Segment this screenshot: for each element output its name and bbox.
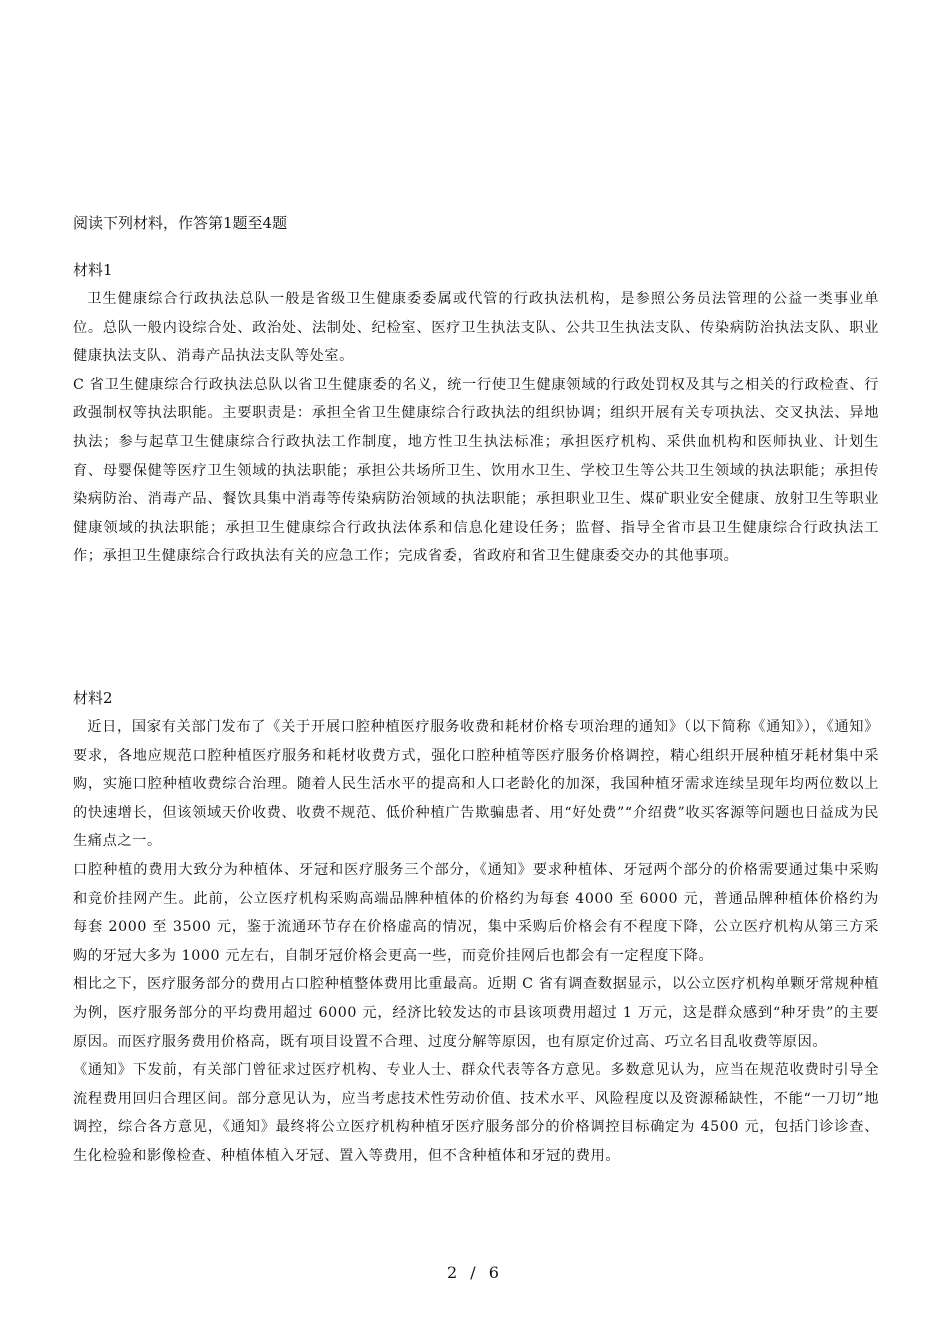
instruction-text: 阅读下列材料，作答第1题至4题 (73, 214, 288, 232)
material-2-paragraph: 相比之下，医疗服务部分的费用占口腔种植整体费用比重最高。近期 C 省有调查数据显示，以公立医疗机构单颗牙常规种植为例，医疗服务部分的平均费用超过 6000 元，经济比较发达的市县该项费用超过 1 万元，这是群众感到“种牙贵”的主要原因。而医疗服务费用价格高，既有项目设置不合理、过度分解等原因，也有原定价过高、巧立名目乱收费等原因。 (73, 976, 879, 1050)
material-1-paragraph: C 省卫生健康综合行政执法总队以省卫生健康委的名义，统一行使卫生健康领域的行政处罚权及其与之相关的行政检查、行政强制权等执法职能。主要职责是：承担全省卫生健康综合行政执法的组织协调；组织开展有关专项执法、交叉执法、异地执法；参与起草卫生健康综合行政执法工作制度，地方性卫生执法标准；承担医疗机构、采供血机构和医师执业、计划生育、母婴保健等医疗卫生领域的执法职能；承担公共场所卫生、饮用水卫生、学校卫生等公共卫生领域的执法职能；承担传染病防治、消毒产品、餐饮具集中消毒等传染病防治领域的执法职能；承担职业卫生、煤矿职业安全健康、放射卫生等职业健康领域的执法职能；承担卫生健康综合行政执法体系和信息化建设任务；监督、指导全省市县卫生健康综合行政执法工作；承担卫生健康综合行政执法有关的应急工作；完成省委，省政府和省卫生健康委交办的其他事项。 (73, 376, 879, 565)
material-1-paragraph: 卫生健康综合行政执法总队一般是省级卫生健康委委属或代管的行政执法机构，是参照公务员法管理的公益一类事业单位。总队一般内设综合处、政治处、法制处、纪检室、医疗卫生执法支队、公共卫生执法支队、传染病防治执法支队、职业健康执法支队、消毒产品执法支队等处室。 (73, 291, 879, 365)
material-2-heading: 材料2 (73, 689, 113, 707)
material-2-section (73, 687, 879, 1171)
material-2-paragraph: 口腔种植的费用大致分为种植体、牙冠和医疗服务三个部分，《通知》要求种植体、牙冠两个部分的价格需要通过集中采购和竞价挂网产生。此前，公立医疗机构采购高端品牌种植体的价格约为每套 4000 至 6000 元，普通品牌种植体价格约为每套 2000 至 3500 元，鉴于流通环节存在价格虚高的情况，集中采购后价格会有不程度下降，公立医疗机构从第三方采购的牙冠大多为 1000 元左右，自制牙冠价格会更高一些，而竞价挂网后也都会有一定程度下降。 (73, 861, 879, 964)
material-2-paragraph: 近日，国家有关部门发布了《关于开展口腔种植医疗服务收费和耗材价格专项治理的通知》（以下简称《通知》），《通知》要求，各地应规范口腔种植医疗服务和耗材收费方式，强化口腔种植等医疗服务价格调控，精心组织开展种植牙耗材集中采购，实施口腔种植收费综合治理。随着人民生活水平的提高和人口老龄化的加深，我国种植牙需求连续呈现年均两位数以上的快速增长，但该领域天价收费、收费不规范、低价种植广告欺骗患者、用“好处费”“介绍费”收买客源等问题也日益成为民生痛点之一。 (73, 719, 879, 850)
material-2-paragraph: 《通知》下发前，有关部门曾征求过医疗机构、专业人士、群众代表等各方意见。多数意见认为，应当在规范收费时引导全流程费用回归合理区间。部分意见认为，应当考虑技术性劳动价值、技术水平、风险程度以及资源稀缺性，不能“一刀切”地调控，综合各方意见，《通知》最终将公立医疗机构种植牙医疗服务部分的价格调控目标确定为 4500 元，包括门诊诊查、生化检验和影像检查、种植体植入牙冠、置入等费用，但不含种植体和牙冠的费用。 (73, 1062, 879, 1164)
material-1-heading: 材料1 (73, 261, 113, 279)
page-number: 2 / 6 (447, 1263, 503, 1282)
material-1-section (73, 259, 879, 571)
